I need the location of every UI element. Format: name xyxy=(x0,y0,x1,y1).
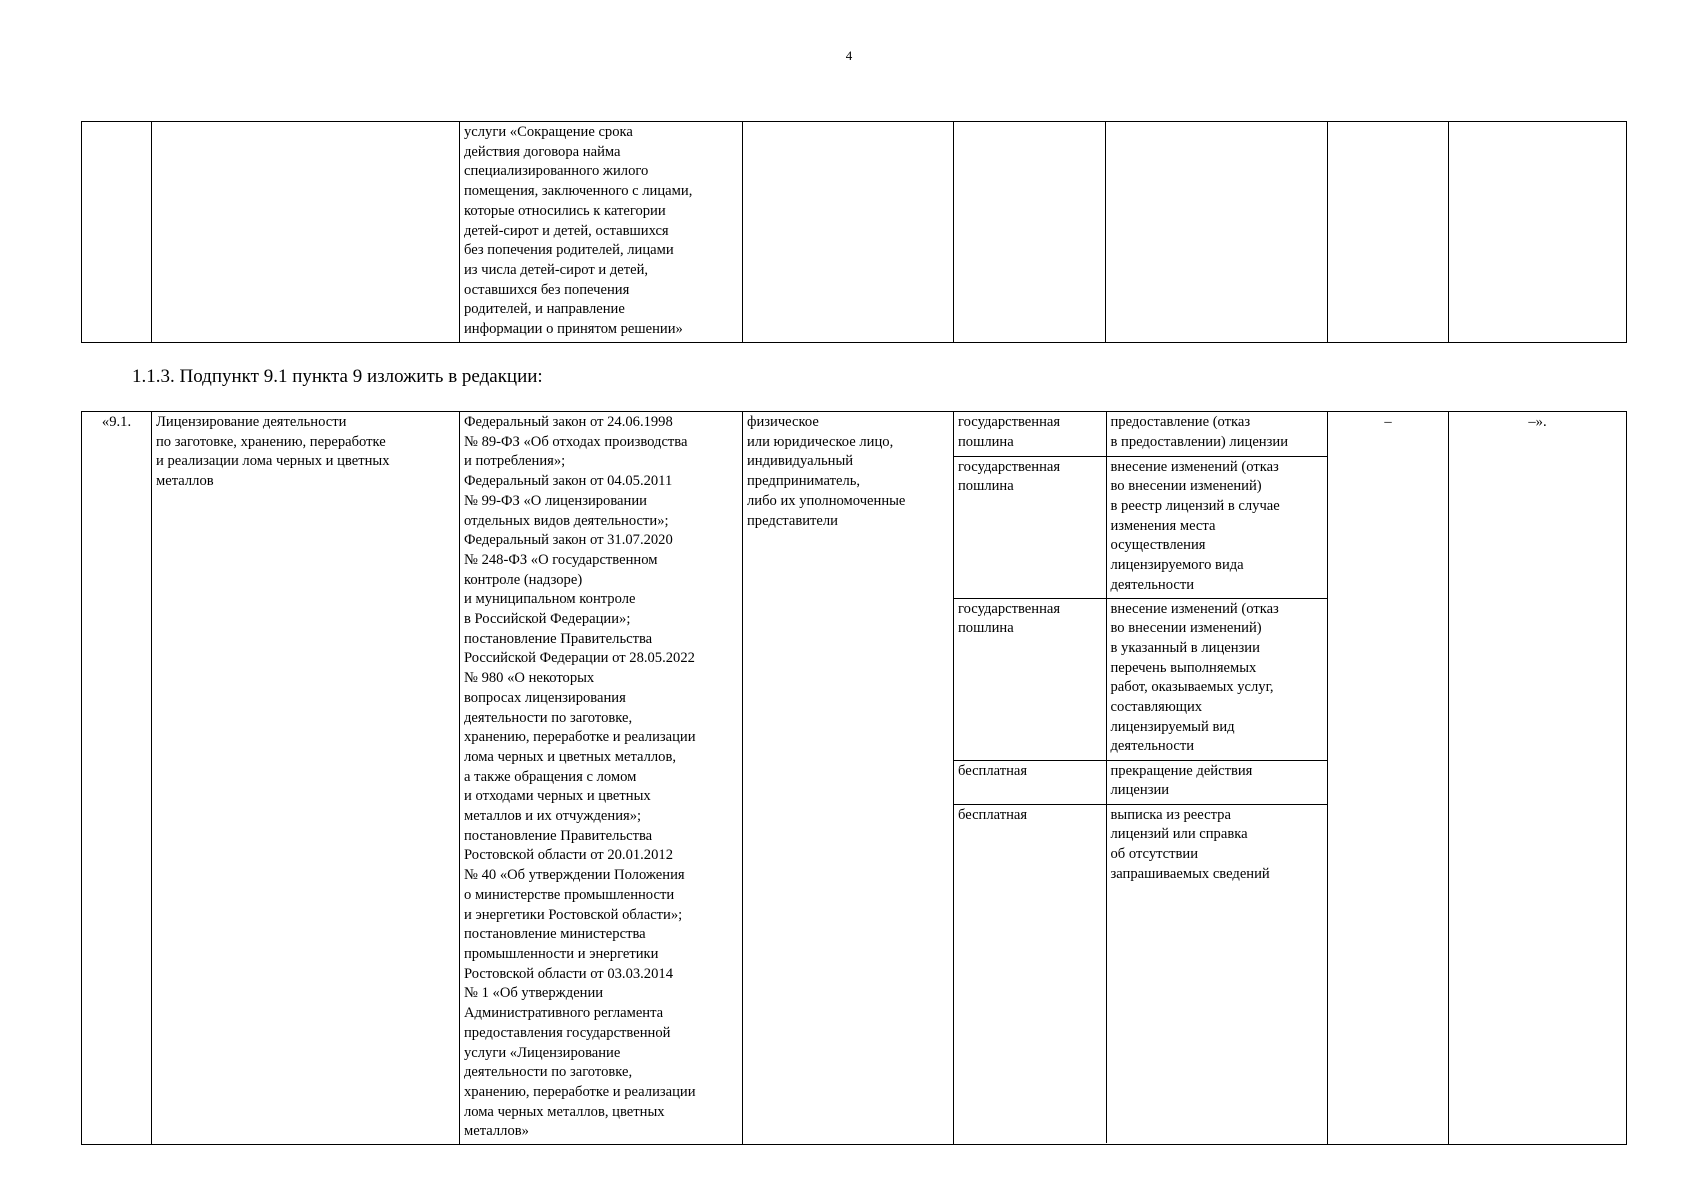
table-row xyxy=(82,122,1627,343)
text-line: прекращение действия xyxy=(1110,762,1253,779)
new-edition-table xyxy=(81,411,1627,1145)
cell-fee xyxy=(954,122,1106,343)
cell-col7 xyxy=(1328,122,1449,343)
text-line: в указанный в лицензии xyxy=(1110,639,1260,656)
text-line: лома черных металлов, цветных xyxy=(464,1103,665,1120)
text-line: контроле (надзоре) xyxy=(464,571,583,588)
text-line: специализированного жилого xyxy=(464,163,649,180)
cell-legal-basis xyxy=(460,122,743,343)
text-line: внесение изменений (отказ xyxy=(1110,600,1279,617)
cell-applicant xyxy=(743,122,954,343)
cell-fee xyxy=(954,412,1106,456)
text-line: которые относились к категории xyxy=(464,202,666,219)
text-line: и энергетики Ростовской области»; xyxy=(464,906,683,923)
text-line: государственная xyxy=(958,458,1061,475)
text-line: лицензируемый вид xyxy=(1110,718,1235,735)
cell-number: «9.1. xyxy=(82,412,152,1145)
text-line: запрашиваемых сведений xyxy=(1110,865,1270,882)
text-line: № 99-ФЗ «О лицензировании xyxy=(464,492,647,509)
text-line: деятельности xyxy=(1110,576,1195,593)
text-line: Ростовской области от 03.03.2014 xyxy=(464,965,673,982)
text-line: металлов и их отчуждения»; xyxy=(464,808,642,825)
text-line: промышленности и энергетики xyxy=(464,945,659,962)
text-line: пошлина xyxy=(958,620,1014,637)
text-line: лицензий или справка xyxy=(1110,826,1248,843)
text-line: лицензии xyxy=(1110,782,1170,799)
text-line: о министерстве промышленности xyxy=(464,886,675,903)
text-line: выписка из реестра xyxy=(1110,806,1231,823)
text-line: № 1 «Об утверждении xyxy=(464,985,604,1002)
text-line: либо их уполномоченные xyxy=(747,492,906,509)
text-line: без попечения родителей, лицами xyxy=(464,242,674,259)
text-line: Российской Федерации от 28.05.2022 xyxy=(464,650,695,667)
text-line: или юридическое лицо, xyxy=(747,433,894,450)
cell-legal-basis xyxy=(460,412,743,1145)
continued-table xyxy=(81,121,1627,343)
text-line: предоставление (отказ xyxy=(1110,414,1251,430)
text-line: хранению, переработке и реализации xyxy=(464,729,696,746)
text-line: постановление Правительства xyxy=(464,630,653,647)
cell-col7: – xyxy=(1328,412,1449,1145)
text-line: деятельности по заготовке, xyxy=(464,709,633,726)
text-line: № 89-ФЗ «Об отходах производства xyxy=(464,433,688,450)
text-line: работ, оказываемых услуг, xyxy=(1110,679,1274,696)
text-line: во внесении изменений) xyxy=(1110,478,1262,495)
text-line: лицензируемого вида xyxy=(1110,557,1244,574)
text-line: предоставления государственной xyxy=(464,1024,671,1041)
text-line: в Российской Федерации»; xyxy=(464,611,631,628)
text-line: и реализации лома черных и цветных xyxy=(156,453,390,470)
cell-fee xyxy=(954,456,1106,598)
text-line: услуги «Лицензирование xyxy=(464,1044,621,1061)
table-row xyxy=(82,412,1627,1145)
text-line: пошлина xyxy=(958,478,1014,495)
text-line: родителей, и направление xyxy=(464,301,625,318)
cell-col8: –». xyxy=(1449,412,1627,1145)
text-line: Лицензирование деятельности xyxy=(156,414,347,430)
text-line: услуги «Сокращение срока xyxy=(464,124,633,140)
text-line: государственная xyxy=(958,414,1061,430)
text-line: а также обращения с ломом xyxy=(464,768,637,785)
text-line: представители xyxy=(747,512,838,529)
cell-result xyxy=(1106,760,1328,804)
text-line: отдельных видов деятельности»; xyxy=(464,512,669,529)
cell-fee xyxy=(954,598,1106,760)
fee-result-subtable xyxy=(954,412,1328,1143)
text-line: № 40 «Об утверждении Положения xyxy=(464,867,685,884)
text-line: Федеральный закон от 04.05.2011 xyxy=(464,473,673,490)
sub-row xyxy=(954,598,1328,760)
text-line: индивидуальный xyxy=(747,453,854,470)
sub-row xyxy=(954,456,1328,598)
text-line: в предоставлении) лицензии xyxy=(1110,433,1288,450)
text-line: Федеральный закон от 31.07.2020 xyxy=(464,532,673,549)
cell-name xyxy=(152,122,460,343)
cell-result xyxy=(1106,456,1328,598)
cell-fee xyxy=(954,804,1106,1143)
cell-number xyxy=(82,122,152,343)
text-line: об отсутствии xyxy=(1110,845,1199,862)
text-line: Административного регламента xyxy=(464,1005,664,1022)
text-line: и отходами черных и цветных xyxy=(464,788,651,805)
text-line: составляющих xyxy=(1110,699,1203,716)
text-line: № 248-ФЗ «О государственном xyxy=(464,551,658,568)
text-line: хранению, переработке и реализации xyxy=(464,1083,696,1100)
text-line: Ростовской области от 20.01.2012 xyxy=(464,847,673,864)
text-line: металлов» xyxy=(464,1123,529,1140)
text-line: и потребления»; xyxy=(464,453,566,470)
text-line: государственная xyxy=(958,600,1061,617)
text-line: металлов xyxy=(156,473,214,490)
text-line: деятельности по заготовке, xyxy=(464,1064,633,1081)
text-line: постановление министерства xyxy=(464,926,646,943)
text-line: помещения, заключенного с лицами, xyxy=(464,183,693,200)
cell-applicant xyxy=(743,412,954,1145)
text-line: вопросах лицензирования xyxy=(464,689,626,706)
text-line: изменения места xyxy=(1110,517,1216,534)
text-line: детей-сирот и детей, оставшихся xyxy=(464,222,669,239)
section-heading: 1.1.3. Подпункт 9.1 пункта 9 изложить в редакции: xyxy=(132,366,543,387)
text-line: № 980 «О некоторых xyxy=(464,670,595,687)
text-line: осуществления xyxy=(1110,537,1206,554)
cell-col8 xyxy=(1449,122,1627,343)
text-line: внесение изменений (отказ xyxy=(1110,458,1279,475)
text-line: во внесении изменений) xyxy=(1110,620,1262,637)
text-line: в реестр лицензий в случае xyxy=(1110,497,1280,514)
text-line: пошлина xyxy=(958,433,1014,450)
cell-name xyxy=(152,412,460,1145)
text-line: предприниматель, xyxy=(747,473,861,490)
text-line: оставшихся без попечения xyxy=(464,281,630,298)
text-line: бесплатная xyxy=(958,806,1028,823)
text-line: действия договора найма xyxy=(464,143,621,160)
sub-row xyxy=(954,760,1328,804)
text-line: Федеральный закон от 24.06.1998 xyxy=(464,414,673,430)
text-line: деятельности xyxy=(1110,738,1195,755)
text-line: и муниципальном контроле xyxy=(464,591,636,608)
cell-fee xyxy=(954,760,1106,804)
text-line: по заготовке, хранению, переработке xyxy=(156,433,386,450)
page-number: 4 xyxy=(845,48,853,63)
text-line: информации о принятом решении» xyxy=(464,321,683,338)
text-line: бесплатная xyxy=(958,762,1028,779)
text-line: перечень выполняемых xyxy=(1110,659,1257,676)
cell-fee-result-group xyxy=(954,412,1328,1145)
sub-row xyxy=(954,804,1328,1143)
text-line: постановление Правительства xyxy=(464,827,653,844)
text-line: лома черных и цветных металлов, xyxy=(464,748,677,765)
cell-result xyxy=(1106,804,1328,1143)
cell-result xyxy=(1106,412,1328,456)
cell-result xyxy=(1106,598,1328,760)
text-line: из числа детей-сирот и детей, xyxy=(464,261,649,278)
text-line: физическое xyxy=(747,414,819,430)
sub-row xyxy=(954,412,1328,456)
cell-result xyxy=(1106,122,1328,343)
